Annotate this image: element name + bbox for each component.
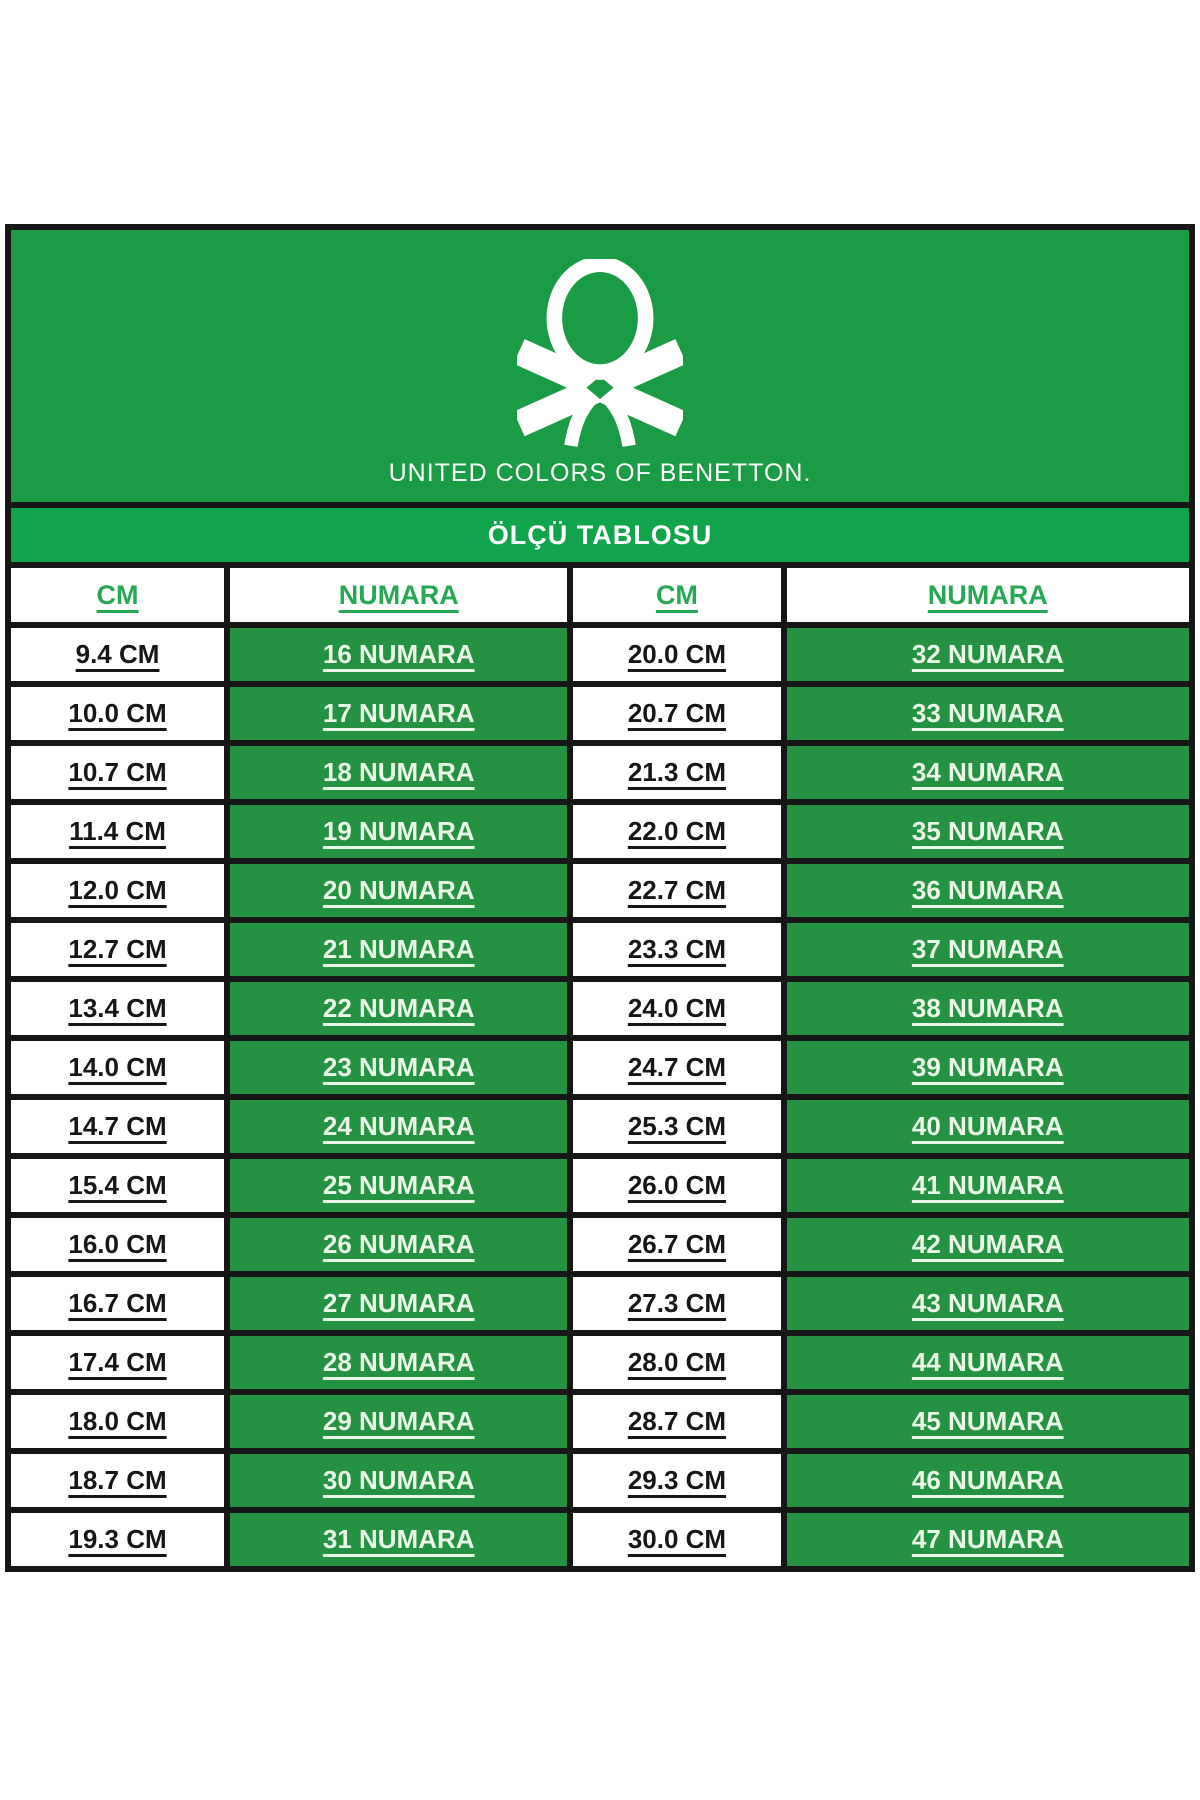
numara-cell: 29 NUMARA xyxy=(227,1392,570,1451)
cm-cell: 9.4 CM xyxy=(8,625,227,684)
cm-cell: 24.7 CM xyxy=(570,1038,783,1097)
numara-cell: 26 NUMARA xyxy=(227,1215,570,1274)
numara-cell: 23 NUMARA xyxy=(227,1038,570,1097)
numara-cell: 45 NUMARA xyxy=(784,1392,1193,1451)
table-title: ÖLÇÜ TABLOSU xyxy=(8,505,1192,565)
brand-wordmark: UNITED COLORS OF BENETTON. xyxy=(388,458,812,487)
cm-cell: 10.0 CM xyxy=(8,684,227,743)
cm-cell: 21.3 CM xyxy=(570,743,783,802)
cm-cell: 28.7 CM xyxy=(570,1392,783,1451)
numara-cell: 37 NUMARA xyxy=(784,920,1193,979)
header-cm-right: CM xyxy=(570,565,783,625)
numara-cell: 18 NUMARA xyxy=(227,743,570,802)
table-row xyxy=(8,743,1192,802)
table-row xyxy=(8,802,1192,861)
cm-cell: 26.0 CM xyxy=(570,1156,783,1215)
cm-cell: 29.3 CM xyxy=(570,1451,783,1510)
cm-cell: 25.3 CM xyxy=(570,1097,783,1156)
numara-cell: 19 NUMARA xyxy=(227,802,570,861)
numara-cell: 32 NUMARA xyxy=(784,625,1193,684)
cm-cell: 24.0 CM xyxy=(570,979,783,1038)
table-row xyxy=(8,1392,1192,1451)
numara-cell: 41 NUMARA xyxy=(784,1156,1193,1215)
cm-cell: 23.3 CM xyxy=(570,920,783,979)
table-row xyxy=(8,1451,1192,1510)
table-row xyxy=(8,1274,1192,1333)
numara-cell: 40 NUMARA xyxy=(784,1097,1193,1156)
benetton-knot-icon xyxy=(517,259,683,451)
numara-cell: 22 NUMARA xyxy=(227,979,570,1038)
cm-cell: 20.7 CM xyxy=(570,684,783,743)
cm-cell: 18.0 CM xyxy=(8,1392,227,1451)
numara-cell: 27 NUMARA xyxy=(227,1274,570,1333)
column-header-row xyxy=(8,565,1192,625)
cm-cell: 11.4 CM xyxy=(8,802,227,861)
numara-cell: 36 NUMARA xyxy=(784,861,1193,920)
numara-cell: 39 NUMARA xyxy=(784,1038,1193,1097)
cm-cell: 10.7 CM xyxy=(8,743,227,802)
numara-cell: 47 NUMARA xyxy=(784,1510,1193,1569)
cm-cell: 18.7 CM xyxy=(8,1451,227,1510)
cm-cell: 22.0 CM xyxy=(570,802,783,861)
cm-cell: 16.0 CM xyxy=(8,1215,227,1274)
table-row xyxy=(8,684,1192,743)
numara-cell: 35 NUMARA xyxy=(784,802,1193,861)
cm-cell: 14.0 CM xyxy=(8,1038,227,1097)
table-row xyxy=(8,1156,1192,1215)
table-row xyxy=(8,625,1192,684)
table-row xyxy=(8,979,1192,1038)
numara-cell: 24 NUMARA xyxy=(227,1097,570,1156)
numara-cell: 30 NUMARA xyxy=(227,1451,570,1510)
numara-cell: 46 NUMARA xyxy=(784,1451,1193,1510)
brand-header-row xyxy=(8,227,1192,505)
table-row xyxy=(8,1038,1192,1097)
cm-cell: 22.7 CM xyxy=(570,861,783,920)
cm-cell: 20.0 CM xyxy=(570,625,783,684)
brand-header xyxy=(8,227,1192,505)
numara-cell: 25 NUMARA xyxy=(227,1156,570,1215)
cm-cell: 27.3 CM xyxy=(570,1274,783,1333)
numara-cell: 16 NUMARA xyxy=(227,625,570,684)
numara-cell: 44 NUMARA xyxy=(784,1333,1193,1392)
cm-cell: 12.0 CM xyxy=(8,861,227,920)
cm-cell: 30.0 CM xyxy=(570,1510,783,1569)
numara-cell: 20 NUMARA xyxy=(227,861,570,920)
numara-cell: 42 NUMARA xyxy=(784,1215,1193,1274)
numara-cell: 28 NUMARA xyxy=(227,1333,570,1392)
table-row xyxy=(8,1097,1192,1156)
numara-cell: 17 NUMARA xyxy=(227,684,570,743)
table-row xyxy=(8,1510,1192,1569)
cm-cell: 12.7 CM xyxy=(8,920,227,979)
table-row xyxy=(8,1333,1192,1392)
cm-cell: 16.7 CM xyxy=(8,1274,227,1333)
cm-cell: 26.7 CM xyxy=(570,1215,783,1274)
cm-cell: 14.7 CM xyxy=(8,1097,227,1156)
cm-cell: 19.3 CM xyxy=(8,1510,227,1569)
table-title-row xyxy=(8,505,1192,565)
header-cm-left: CM xyxy=(8,565,227,625)
header-numara-right: NUMARA xyxy=(784,565,1193,625)
header-numara-left: NUMARA xyxy=(227,565,570,625)
cm-cell: 15.4 CM xyxy=(8,1156,227,1215)
table-row xyxy=(8,920,1192,979)
table-row xyxy=(8,861,1192,920)
cm-cell: 28.0 CM xyxy=(570,1333,783,1392)
numara-cell: 34 NUMARA xyxy=(784,743,1193,802)
numara-cell: 31 NUMARA xyxy=(227,1510,570,1569)
brand-logo-wrap xyxy=(11,245,1189,488)
table-row xyxy=(8,1215,1192,1274)
cm-cell: 13.4 CM xyxy=(8,979,227,1038)
numara-cell: 43 NUMARA xyxy=(784,1274,1193,1333)
numara-cell: 38 NUMARA xyxy=(784,979,1193,1038)
numara-cell: 33 NUMARA xyxy=(784,684,1193,743)
cm-cell: 17.4 CM xyxy=(8,1333,227,1392)
numara-cell: 21 NUMARA xyxy=(227,920,570,979)
size-chart-table xyxy=(5,224,1195,1572)
